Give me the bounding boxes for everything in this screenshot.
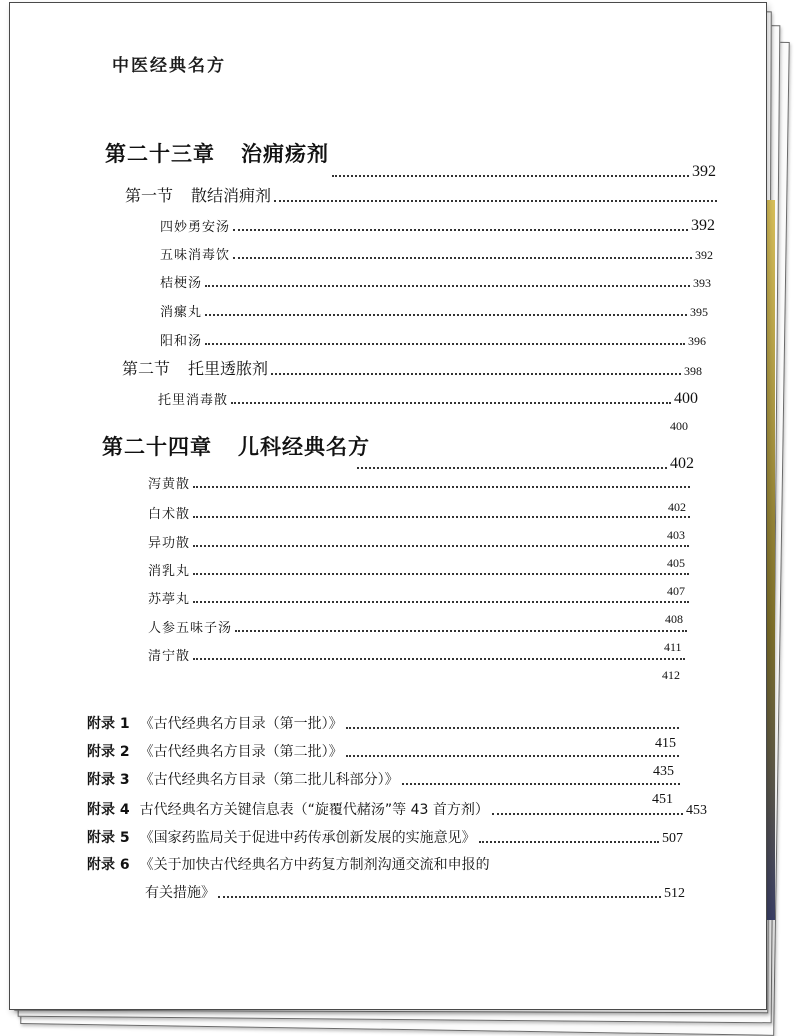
list-item[interactable]: 苏葶丸 — [148, 588, 692, 607]
page-number: 398 — [684, 364, 702, 378]
section-2-entry[interactable] — [122, 356, 702, 379]
chapter-24-leader — [354, 455, 694, 473]
dot-leader — [205, 314, 687, 316]
page-number: 402 — [670, 455, 694, 472]
list-item[interactable]: 托里消毒散 400 — [158, 390, 698, 408]
page-number: 400 — [670, 419, 688, 433]
page-number: 392 — [692, 163, 716, 180]
appendix-6-entry[interactable] — [87, 854, 490, 874]
list-item[interactable]: 消瘰丸 395 — [160, 305, 708, 320]
page-number: 402 — [668, 500, 686, 514]
section-label: 第一节 — [125, 186, 174, 205]
dot-leader — [193, 601, 689, 603]
list-item[interactable]: 人参五味子汤 — [148, 617, 690, 636]
dot-leader — [193, 573, 689, 575]
section-title: 散结消痈剂 — [191, 186, 272, 205]
page-number: 411 — [664, 640, 682, 654]
section-1-entry[interactable] — [125, 183, 720, 206]
list-item[interactable]: 阳和汤 396 — [160, 334, 706, 349]
list-item[interactable]: 清宁散 — [148, 645, 688, 664]
dot-leader — [357, 467, 667, 469]
dot-leader — [233, 229, 688, 231]
page-number: 412 — [662, 668, 680, 682]
chapter-title: 治痈疡剂 — [241, 141, 329, 166]
dot-leader — [271, 373, 681, 375]
dot-leader — [346, 755, 679, 757]
list-item[interactable]: 异功散 — [148, 532, 692, 551]
dot-leader — [231, 402, 671, 404]
dot-leader — [193, 545, 689, 547]
appendix-2-entry[interactable] — [87, 741, 682, 761]
list-item[interactable]: 消乳丸 — [148, 560, 692, 579]
dot-leader — [218, 896, 661, 898]
dot-leader — [193, 658, 685, 660]
page-number: 512 — [664, 886, 685, 901]
appendix-1-entry[interactable] — [87, 713, 682, 733]
appendix-tag: 附录 2 — [87, 744, 130, 760]
appendix-title: 《古代经典名方目录（第二批儿科部分）》 — [139, 772, 399, 788]
page-number: 408 — [665, 612, 683, 626]
dot-leader — [346, 727, 679, 729]
appendix-tag: 附录 3 — [87, 772, 130, 788]
appendix-tag: 附录 1 — [87, 716, 130, 732]
page-number: 435 — [653, 764, 674, 779]
appendix-title: 《古代经典名方目录（第一批）》 — [139, 716, 343, 732]
dot-leader — [274, 200, 717, 202]
page-number: 507 — [662, 831, 683, 846]
page-number: 407 — [667, 584, 685, 598]
section-title: 托里透脓剂 — [188, 359, 269, 378]
dot-leader — [479, 841, 659, 843]
appendix-tag: 附录 6 — [87, 857, 130, 873]
appendix-5-entry[interactable] — [87, 827, 683, 847]
dot-leader — [332, 175, 689, 177]
appendix-title: 《国家药监局关于促进中药传承创新发展的实施意见》 — [139, 830, 476, 846]
list-item[interactable]: 泻黄散 — [148, 473, 693, 492]
dot-leader — [205, 343, 685, 345]
toc-page — [9, 2, 767, 1010]
page-number: 405 — [667, 556, 685, 570]
list-item[interactable]: 白术散 — [148, 503, 693, 522]
chapter-label: 第二十四章 — [102, 434, 212, 459]
appendix-title: 古代经典名方关键信息表（“旋覆代赭汤”等 43 首方剂） — [139, 802, 489, 818]
chapter-23-leader — [329, 163, 716, 181]
page-number: 403 — [667, 528, 685, 542]
list-item[interactable]: 五味消毒饮 392 — [160, 248, 713, 263]
dot-leader — [492, 813, 683, 815]
page-number: 451 — [652, 792, 673, 807]
list-item[interactable]: 四妙勇安汤 392 — [160, 217, 715, 235]
appendix-tag: 附录 5 — [87, 830, 130, 846]
section-label: 第二节 — [122, 359, 171, 378]
chapter-label: 第二十三章 — [105, 141, 215, 166]
dot-leader — [235, 630, 687, 632]
appendix-4-entry[interactable] — [87, 799, 707, 819]
appendix-title: 《古代经典名方目录（第二批）》 — [139, 744, 343, 760]
running-header: 中医经典名方 — [112, 56, 226, 76]
appendix-title-line1: 《关于加快古代经典名方中药复方制剂沟通交流和申报的 — [139, 857, 490, 873]
page-number: 453 — [686, 803, 707, 818]
appendix-6-continuation[interactable] — [145, 882, 685, 902]
dot-leader — [205, 285, 690, 287]
dot-leader — [233, 257, 692, 259]
appendix-title-line2: 有关措施》 — [145, 885, 215, 901]
cover-edge — [766, 200, 775, 920]
page-number: 415 — [655, 736, 676, 751]
dot-leader — [193, 516, 690, 518]
dot-leader — [402, 783, 680, 785]
chapter-title: 儿科经典名方 — [238, 434, 370, 459]
appendix-tag: 附录 4 — [87, 802, 130, 818]
appendix-3-entry[interactable] — [87, 769, 683, 789]
dot-leader — [193, 486, 690, 488]
list-item[interactable]: 桔梗汤 393 — [160, 276, 711, 291]
